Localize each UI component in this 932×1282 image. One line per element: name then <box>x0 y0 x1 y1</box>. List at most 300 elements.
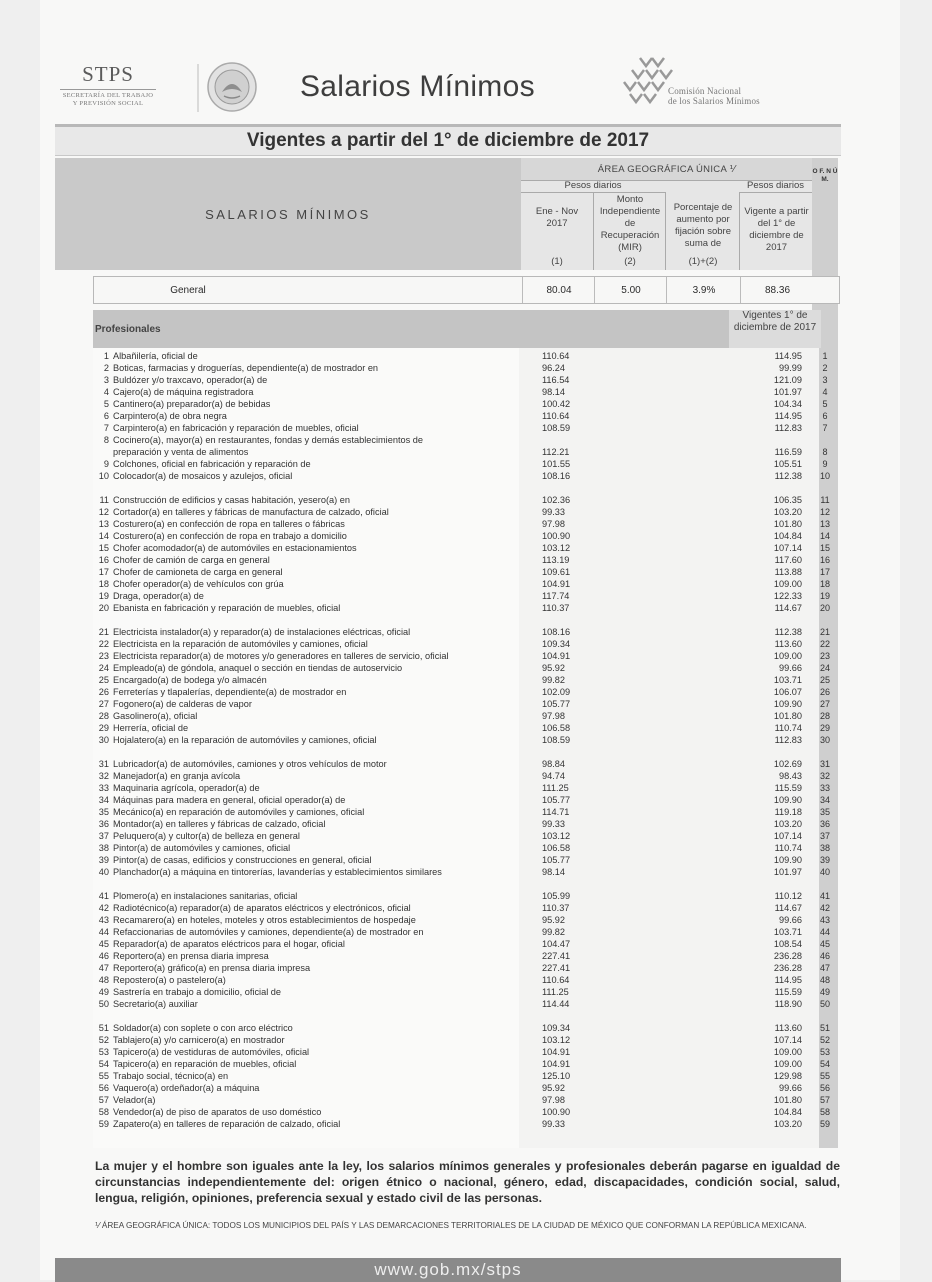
row-value-ene-nov: 100.90 <box>542 531 571 541</box>
row-value-ene-nov: 108.16 <box>542 471 571 481</box>
table-row <box>95 710 840 722</box>
table-row <box>95 1022 840 1034</box>
row-value-vigente: 109.90 <box>773 795 802 805</box>
profesionales-header <box>93 310 817 348</box>
table-row <box>95 422 840 434</box>
row-label: Reparador(a) de aparatos eléctricos para el hogar, oficial <box>113 939 345 949</box>
row-number: 46 <box>98 951 109 961</box>
col-header-3-text: Porcentaje de aumento por fijación sobre suma de <box>673 202 733 249</box>
row-label: Chofer de camión de carga en general <box>113 555 270 565</box>
row-value-vigente: 122.33 <box>773 591 802 601</box>
row-side-number: 51 <box>819 1023 830 1033</box>
table-row <box>95 902 840 914</box>
row-number: 28 <box>98 711 109 721</box>
row-side-number: 33 <box>819 783 830 793</box>
table-row <box>95 950 840 962</box>
row-label: Draga, operador(a) de <box>113 591 204 601</box>
col-header-2 <box>593 192 666 270</box>
general-label: General <box>170 284 206 296</box>
row-number: 37 <box>98 831 109 841</box>
row-number: 17 <box>98 567 109 577</box>
table-row <box>95 434 840 446</box>
row-number: 26 <box>98 687 109 697</box>
row-label: Colocador(a) de mosaicos y azulejos, oficial <box>113 471 293 481</box>
row-value-ene-nov: 101.55 <box>542 459 571 469</box>
row-side-number: 54 <box>819 1059 830 1069</box>
row-number: 49 <box>98 987 109 997</box>
row-label: Empleado(a) de góndola, anaquel o sección en tiendas de autoservicio <box>113 663 403 673</box>
row-side-number: 5 <box>822 399 828 409</box>
stps-logo <box>52 62 164 108</box>
profesionales-label: Profesionales <box>95 324 161 335</box>
row-side-number: 39 <box>819 855 830 865</box>
row-value-ene-nov: 117.74 <box>542 591 570 601</box>
row-label: Manejador(a) en granja avícola <box>113 771 241 781</box>
row-value-ene-nov: 110.64 <box>542 351 570 361</box>
table-row <box>95 590 840 602</box>
table-row <box>95 638 840 650</box>
row-side-number: 10 <box>819 471 830 481</box>
row-value-vigente: 107.14 <box>773 831 802 841</box>
row-label: Buldózer y/o traxcavo, operador(a) de <box>113 375 268 385</box>
row-value-ene-nov: 99.82 <box>542 927 565 937</box>
row-value-vigente: 98.43 <box>779 771 802 781</box>
row-number: 4 <box>103 387 109 397</box>
row-value-ene-nov: 100.42 <box>542 399 571 409</box>
row-value-vigente: 109.90 <box>773 699 802 709</box>
row-value-ene-nov: 98.14 <box>542 867 565 877</box>
table-row <box>95 830 840 842</box>
row-value-vigente: 99.66 <box>779 1083 802 1093</box>
mexico-seal-icon <box>196 58 258 116</box>
row-side-number: 36 <box>819 819 830 829</box>
row-label: Montador(a) en talleres y fábricas de calzado, oficial <box>113 819 326 829</box>
row-side-number: 3 <box>822 375 828 385</box>
row-value-ene-nov: 108.16 <box>542 627 571 637</box>
row-label: Pintor(a) de casas, edificios y construcciones en general, oficial <box>113 855 372 865</box>
table-row <box>95 782 840 794</box>
row-value-vigente: 109.00 <box>773 1047 802 1057</box>
row-value-ene-nov: 110.64 <box>542 411 570 421</box>
col-header-1 <box>521 192 593 270</box>
table-row <box>95 758 840 770</box>
stps-title: STPS <box>82 62 134 86</box>
row-side-number: 4 <box>822 387 828 397</box>
row-value-vigente: 107.14 <box>773 1035 802 1045</box>
row-value-vigente: 112.83 <box>774 423 802 433</box>
col-header-4 <box>739 192 813 270</box>
row-number: 39 <box>98 855 109 865</box>
table-row <box>95 722 840 734</box>
row-number: 7 <box>103 423 109 433</box>
row-label: Radiotécnico(a) reparador(a) de aparatos eléctricos y electrónicos, oficial <box>113 903 411 913</box>
row-label: Colchones, oficial en fabricación y reparación de <box>113 459 311 469</box>
row-number: 21 <box>98 627 109 637</box>
row-label: Ebanista en fabricación y reparación de muebles, oficial <box>113 603 341 613</box>
row-number: 56 <box>98 1083 109 1093</box>
url-bar[interactable]: www.gob.mx/stps <box>55 1258 841 1282</box>
row-label: Vendedor(a) de piso de aparatos de uso doméstico <box>113 1107 322 1117</box>
row-side-number: 12 <box>819 507 830 517</box>
row-number: 16 <box>98 555 109 565</box>
equality-note: La mujer y el hombre son iguales ante la ley, los salarios mínimos generales y profesionales deberán pagarse en igualdad de circunstancias independientemente del: origen étnico o nacional, género, edad, discapacidades, condición social, salud, lengua, religión, opiniones, preferencia sexual y estado civil de las personas. <box>95 1159 840 1205</box>
row-side-number: 2 <box>822 363 828 373</box>
table-row <box>95 734 840 746</box>
row-value-ene-nov: 109.61 <box>542 567 571 577</box>
row-value-ene-nov: 114.71 <box>542 807 570 817</box>
row-value-ene-nov: 95.92 <box>542 915 565 925</box>
col-header-1-num: (1) <box>551 256 563 267</box>
row-value-vigente: 119.18 <box>774 807 802 817</box>
row-label: Tablajero(a) y/o carnicero(a) en mostrador <box>113 1035 285 1045</box>
row-value-vigente: 110.12 <box>774 891 802 901</box>
row-side-number: 41 <box>819 891 830 901</box>
area-geografica-label: ÁREA GEOGRÁFICA ÚNICA ⅟ <box>521 158 812 181</box>
row-side-number: 8 <box>822 447 828 457</box>
row-value-ene-nov: 99.33 <box>542 507 565 517</box>
row-number: 23 <box>98 651 109 661</box>
row-label: Lubricador(a) de automóviles, camiones y otros vehículos de motor <box>113 759 387 769</box>
row-label: Chofer de camioneta de carga en general <box>113 567 283 577</box>
row-label: Cocinero(a), mayor(a) en restaurantes, fondas y demás establecimientos de <box>113 435 423 445</box>
row-value-vigente: 112.83 <box>774 735 802 745</box>
row-value-vigente: 114.67 <box>774 903 802 913</box>
row-number: 13 <box>98 519 109 529</box>
row-side-number: 9 <box>822 459 828 469</box>
col-header-4-text: Vigente a partir del 1° de diciembre de 2017 <box>744 206 809 253</box>
row-number: 54 <box>98 1059 109 1069</box>
row-value-ene-nov: 116.54 <box>542 375 570 385</box>
col-header-1-text: Ene - Nov 2017 <box>535 206 579 229</box>
row-value-vigente: 104.84 <box>773 531 802 541</box>
row-number: 32 <box>98 771 109 781</box>
row-number: 8 <box>103 435 109 445</box>
row-value-ene-nov: 109.34 <box>542 639 571 649</box>
row-value-vigente: 103.71 <box>773 675 802 685</box>
row-side-number: 40 <box>819 867 830 877</box>
row-value-ene-nov: 111.25 <box>542 987 569 997</box>
row-side-number: 38 <box>819 843 830 853</box>
row-number: 10 <box>98 471 109 481</box>
row-number: 5 <box>103 399 109 409</box>
table-row <box>95 578 840 590</box>
table-row <box>95 494 840 506</box>
row-value-vigente: 117.60 <box>774 555 802 565</box>
row-value-vigente: 113.88 <box>774 567 802 577</box>
row-value-ene-nov: 103.12 <box>542 543 571 553</box>
row-label: Vaquero(a) ordeñador(a) a máquina <box>113 1083 260 1093</box>
col-header-3 <box>665 192 740 270</box>
row-number: 11 <box>99 495 109 505</box>
cns-text <box>668 86 760 106</box>
row-value-ene-nov: 110.37 <box>542 903 570 913</box>
row-side-number: 25 <box>819 675 830 685</box>
table-row <box>95 542 840 554</box>
row-side-number: 28 <box>819 711 830 721</box>
row-side-number: 21 <box>819 627 830 637</box>
table-row <box>95 890 840 902</box>
row-value-vigente: 118.90 <box>774 999 802 1009</box>
row-number: 22 <box>98 639 109 649</box>
row-value-vigente: 101.80 <box>773 1095 802 1105</box>
row-label: Plomero(a) en instalaciones sanitarias, oficial <box>113 891 298 901</box>
row-value-ene-nov: 109.34 <box>542 1023 571 1033</box>
general-c4: 88.36 <box>740 277 814 303</box>
row-value-vigente: 110.74 <box>774 843 802 853</box>
table-row <box>95 914 840 926</box>
row-value-ene-nov: 227.41 <box>542 963 571 973</box>
row-value-vigente: 109.00 <box>773 1059 802 1069</box>
row-number: 42 <box>98 903 109 913</box>
row-label: Máquinas para madera en general, oficial operador(a) de <box>113 795 346 805</box>
col-header-2-num: (2) <box>624 256 636 267</box>
row-side-number: 35 <box>819 807 830 817</box>
row-value-ene-nov: 104.91 <box>542 1047 571 1057</box>
table-row <box>95 362 840 374</box>
row-label: Planchador(a) a máquina en tintorerías, lavanderías y establecimientos similares <box>113 867 442 877</box>
row-value-ene-nov: 110.37 <box>542 603 570 613</box>
row-value-vigente: 115.59 <box>774 783 802 793</box>
table-row <box>95 566 840 578</box>
row-value-ene-nov: 96.24 <box>542 363 565 373</box>
row-number: 50 <box>98 999 109 1009</box>
row-label: Trabajo social, técnico(a) en <box>113 1071 229 1081</box>
row-value-vigente: 110.74 <box>774 723 802 733</box>
row-value-ene-nov: 106.58 <box>542 843 571 853</box>
row-label: Albañilería, oficial de <box>113 351 198 361</box>
row-side-number: 50 <box>819 999 830 1009</box>
stps-sub-1: SECRETARÍA DEL TRABAJO <box>62 92 154 99</box>
row-label: Carpintero(a) en fabricación y reparación de muebles, oficial <box>113 423 359 433</box>
row-label: Gasolinero(a), oficial <box>113 711 198 721</box>
row-side-number: 52 <box>819 1035 830 1045</box>
row-side-number: 34 <box>819 795 830 805</box>
row-label: Encargado(a) de bodega y/o almacén <box>113 675 267 685</box>
row-number: 58 <box>98 1107 109 1117</box>
row-side-number: 23 <box>819 651 830 661</box>
table-row <box>95 998 840 1010</box>
row-side-number: 14 <box>819 531 830 541</box>
row-label: Carpintero(a) de obra negra <box>113 411 227 421</box>
table-row <box>95 770 840 782</box>
row-value-ene-nov: 103.12 <box>542 1035 571 1045</box>
general-row <box>93 276 840 304</box>
table-row <box>95 506 840 518</box>
row-value-vigente: 236.28 <box>773 963 802 973</box>
table-row <box>95 410 840 422</box>
general-c2: 5.00 <box>594 277 667 303</box>
table-row <box>95 530 840 542</box>
table-row <box>95 818 840 830</box>
row-label: Electricista instalador(a) y reparador(a) de instalaciones eléctricas, oficial <box>113 627 411 637</box>
row-side-number: 17 <box>819 567 830 577</box>
table-row <box>95 986 840 998</box>
table-row <box>95 938 840 950</box>
row-number: 51 <box>98 1023 109 1033</box>
row-label: Recamarero(a) en hoteles, moteles y otros establecimientos de hospedaje <box>113 915 416 925</box>
row-side-number: 55 <box>819 1071 830 1081</box>
row-value-vigente: 236.28 <box>773 951 802 961</box>
row-side-number: 16 <box>819 555 830 565</box>
table-row <box>95 794 840 806</box>
table-row-continuation <box>95 446 840 458</box>
row-side-number: 46 <box>819 951 830 961</box>
row-label-continuation: preparación y venta de alimentos <box>113 447 249 457</box>
row-label: Fogonero(a) de calderas de vapor <box>113 699 252 709</box>
row-value-vigente: 99.66 <box>779 663 802 673</box>
row-value-vigente: 114.95 <box>774 411 802 421</box>
row-value-vigente: 129.98 <box>773 1071 802 1081</box>
row-value-ene-nov: 99.33 <box>542 1119 565 1129</box>
row-value-vigente: 114.95 <box>774 351 802 361</box>
row-value-ene-nov: 97.98 <box>542 519 565 529</box>
row-value-ene-nov: 104.91 <box>542 579 571 589</box>
row-number: 53 <box>98 1047 109 1057</box>
table-row <box>95 398 840 410</box>
row-side-number: 22 <box>819 639 830 649</box>
row-number: 29 <box>98 723 109 733</box>
col-header-3-num: (1)+(2) <box>688 256 718 267</box>
row-value-ene-nov: 112.21 <box>542 447 570 457</box>
row-side-number: 58 <box>819 1107 830 1117</box>
subtitle-bar: Vigentes a partir del 1° de diciembre de 2017 <box>55 124 841 156</box>
row-side-number: 42 <box>819 903 830 913</box>
row-value-vigente: 108.54 <box>773 939 802 949</box>
row-value-ene-nov: 114.44 <box>542 999 570 1009</box>
cns-line-1: Comisión Nacional <box>668 86 742 96</box>
row-value-vigente: 107.14 <box>773 543 802 553</box>
row-number: 45 <box>98 939 109 949</box>
table-row <box>95 1034 840 1046</box>
table-row <box>95 470 840 482</box>
row-label: Chofer operador(a) de vehículos con grúa <box>113 579 284 589</box>
pesos-diarios-left: Pesos diarios <box>521 180 665 193</box>
row-number: 33 <box>98 783 109 793</box>
table-header <box>55 158 812 270</box>
row-label: Reportero(a) en prensa diaria impresa <box>113 951 269 961</box>
row-side-number: 37 <box>819 831 830 841</box>
row-label: Hojalatero(a) en la reparación de automóviles y camiones, oficial <box>113 735 377 745</box>
row-number: 20 <box>98 603 109 613</box>
row-label: Pintor(a) de automóviles y camiones, oficial <box>113 843 291 853</box>
row-number: 41 <box>98 891 109 901</box>
table-header-columns <box>521 158 812 270</box>
table-row <box>95 1106 840 1118</box>
row-label: Chofer acomodador(a) de automóviles en estacionamientos <box>113 543 357 553</box>
row-value-ene-nov: 97.98 <box>542 711 565 721</box>
row-label: Peluquero(a) y cultor(a) de belleza en general <box>113 831 300 841</box>
table-row <box>95 554 840 566</box>
area-footnote: ⅟ ÁREA GEOGRÁFICA ÚNICA: TODOS LOS MUNICIPIOS DEL PAÍS Y LAS DEMARCACIONES TERRITORIALES DE LA CIUDAD DE MÉXICO QUE CONFORMAN LA REPÚBLICA MEXICANA. <box>95 1221 807 1230</box>
row-number: 44 <box>98 927 109 937</box>
row-side-number: 49 <box>819 987 830 997</box>
row-value-vigente: 115.59 <box>774 987 802 997</box>
row-value-vigente: 116.59 <box>774 447 802 457</box>
stps-rule <box>60 89 156 90</box>
table-row <box>95 1118 840 1130</box>
row-side-number: 24 <box>819 663 830 673</box>
row-label: Repostero(a) o pastelero(a) <box>113 975 226 985</box>
row-side-number: 29 <box>819 723 830 733</box>
row-value-vigente: 106.35 <box>773 495 802 505</box>
table-row <box>95 374 840 386</box>
row-value-ene-nov: 104.91 <box>542 1059 571 1069</box>
row-label: Construcción de edificios y casas habitación, yesero(a) en <box>113 495 350 505</box>
row-value-vigente: 102.69 <box>773 759 802 769</box>
row-side-number: 20 <box>819 603 830 613</box>
table-row <box>95 386 840 398</box>
row-label: Refaccionarias de automóviles y camiones, dependiente(a) de mostrador en <box>113 927 424 937</box>
group-gap <box>95 1010 840 1022</box>
row-value-vigente: 101.97 <box>773 387 802 397</box>
row-side-number: 59 <box>819 1119 830 1129</box>
stps-sub-2: Y PREVISIÓN SOCIAL <box>72 100 144 107</box>
row-value-ene-nov: 103.12 <box>542 831 571 841</box>
row-value-vigente: 103.20 <box>773 819 802 829</box>
row-number: 12 <box>98 507 109 517</box>
row-value-vigente: 103.71 <box>773 927 802 937</box>
row-number: 15 <box>98 543 109 553</box>
table-row <box>95 1058 840 1070</box>
row-label: Tapicero(a) en reparación de muebles, oficial <box>113 1059 297 1069</box>
row-side-number: 43 <box>819 915 830 925</box>
row-value-vigente: 106.07 <box>773 687 802 697</box>
group-gap <box>95 614 840 626</box>
row-label: Secretario(a) auxiliar <box>113 999 198 1009</box>
group-gap <box>95 878 840 890</box>
row-label: Costurero(a) en confección de ropa en talleres o fábricas <box>113 519 345 529</box>
row-value-vigente: 101.97 <box>773 867 802 877</box>
row-label: Reportero(a) gráfico(a) en prensa diaria impresa <box>113 963 311 973</box>
row-number: 19 <box>98 591 109 601</box>
table-row <box>95 626 840 638</box>
table-row <box>95 686 840 698</box>
row-number: 24 <box>98 663 109 673</box>
group-gap <box>95 746 840 758</box>
row-value-ene-nov: 125.10 <box>542 1071 571 1081</box>
table-row <box>95 842 840 854</box>
row-number: 55 <box>98 1071 109 1081</box>
row-side-number: 47 <box>819 963 830 973</box>
row-value-ene-nov: 111.25 <box>542 783 569 793</box>
table-row <box>95 974 840 986</box>
row-value-vigente: 103.20 <box>773 507 802 517</box>
table-row <box>95 866 840 878</box>
row-value-ene-nov: 113.19 <box>542 555 570 565</box>
row-value-ene-nov: 104.91 <box>542 651 571 661</box>
row-value-ene-nov: 94.74 <box>542 771 565 781</box>
row-value-vigente: 104.84 <box>773 1107 802 1117</box>
row-label: Mecánico(a) en reparación de automóviles y camiones, oficial <box>113 807 365 817</box>
row-value-ene-nov: 108.59 <box>542 735 571 745</box>
row-side-number: 13 <box>819 519 830 529</box>
row-label: Sastrería en trabajo a domicilio, oficial de <box>113 987 282 997</box>
row-value-vigente: 112.38 <box>774 471 802 481</box>
row-value-vigente: 109.90 <box>773 855 802 865</box>
row-value-ene-nov: 105.77 <box>542 795 571 805</box>
row-label: Soldador(a) con soplete o con arco eléctrico <box>113 1023 293 1033</box>
group-gap <box>95 482 840 494</box>
row-value-vigente: 112.38 <box>774 627 802 637</box>
row-side-number: 1 <box>822 351 828 361</box>
row-number: 25 <box>98 675 109 685</box>
table-row <box>95 518 840 530</box>
row-value-ene-nov: 99.33 <box>542 819 565 829</box>
row-value-vigente: 113.60 <box>774 639 802 649</box>
table-row <box>95 602 840 614</box>
row-number: 27 <box>98 699 109 709</box>
table-row <box>95 1094 840 1106</box>
